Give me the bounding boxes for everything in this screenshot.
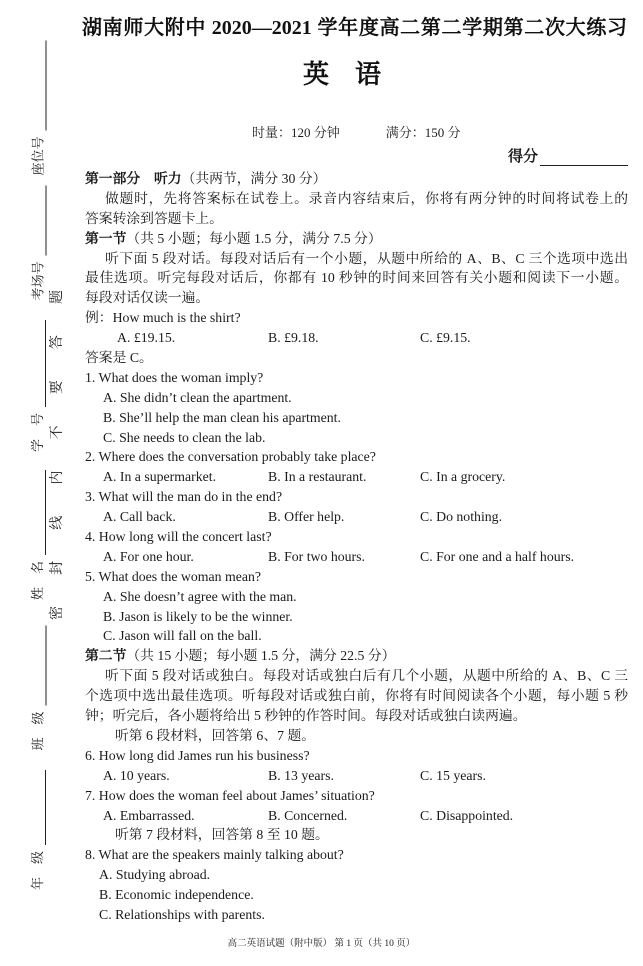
question-1-option-a: A. She didn’t clean the apartment. (103, 389, 292, 405)
section1-heading (85, 229, 628, 249)
question-7-options (85, 806, 628, 826)
part1-title: 第一部分 听力 (85, 171, 182, 186)
section1-instruction-line: 每段对话仅读一遍。 (85, 290, 210, 306)
question-1-option-c: C. She needs to clean the lab. (103, 429, 266, 445)
question-1-option-b: B. She’ll help the man clean his apartment. (103, 409, 341, 425)
grade-label: 年 级 (30, 850, 45, 890)
example-options (85, 328, 628, 348)
section1-instruction-line: 听下面 5 段对话。每段对话后有一个小题，从题中所给的 A、B、C 三个选项中选出 (105, 250, 628, 266)
exam-title: 湖南师大附中 2020—2021 学年度高二第二学期第二次大练习 (82, 17, 627, 39)
section1-title-note: （共 5 小题；每小题 1.5 分，满分 7.5 分） (126, 230, 382, 246)
grade-field (30, 770, 46, 890)
subject-title: 英 语 (302, 60, 381, 89)
example-option-a: A. £19.15. (117, 330, 176, 346)
seat-number-field (30, 40, 46, 175)
student-number-label: 学 号 (30, 412, 45, 452)
question-6-options (85, 766, 628, 786)
section1-title: 第一节 (85, 230, 127, 246)
question-1: 1. What does the woman imply? (85, 369, 264, 385)
section1-instruction-line: 最佳选项。听完每段对话后，你都有 10 秒钟的时间来回答有关小题和阅读下一小题。 (85, 270, 628, 286)
question-3-option-b: B. Offer help. (268, 509, 345, 525)
seat-number-blank (33, 40, 46, 130)
example-option-b: B. £9.18. (268, 330, 319, 346)
question-6-option-c: C. 15 years. (420, 767, 486, 783)
question-7-option-a: A. Embarrassed. (103, 807, 195, 823)
question-8-option-c: C. Relationships with parents. (99, 906, 265, 922)
question-5: 5. What does the woman mean? (85, 568, 261, 584)
student-number-blank (33, 320, 46, 407)
example-option-c: C. £9.15. (420, 330, 471, 346)
student-number-field (30, 320, 46, 452)
section2-instruction-line: 钟；听完后，各小题将给出 5 秒钟的作答时间。每段对话或独白读两遍。 (85, 708, 527, 724)
material-6-intro: 听第 6 段材料，回答第 6、7 题。 (115, 727, 316, 743)
exam-full-score: 满分：150 分 (385, 125, 461, 140)
question-2-option-a: A. In a supermarket. (103, 469, 217, 485)
question-3-option-a: A. Call back. (103, 509, 176, 525)
question-3: 3. What will the man do in the end? (85, 489, 283, 505)
question-8-option-b: B. Economic independence. (99, 887, 254, 903)
section2-heading (85, 646, 628, 666)
question-5-option-b: B. Jason is likely to be the winner. (103, 608, 293, 624)
question-4: 4. How long will the concert last? (85, 529, 272, 545)
question-6-option-b: B. 13 years. (268, 767, 334, 783)
part1-title-note: （共两节，满分 30 分） (181, 171, 327, 186)
section2-instruction-line: 听下面 5 段对话或独白。每段对话或独白后有几个小题，从题中所给的 A、B、C 三 (105, 668, 628, 684)
question-6: 6. How long did James run his business? (85, 747, 310, 763)
part1-heading (85, 169, 628, 189)
seal-line-notice: 密封线内不要答题 (50, 290, 65, 620)
score-label: 得分 (508, 149, 539, 165)
seat-number-label: 座位号 (30, 135, 45, 175)
question-7-option-b: B. Concerned. (268, 807, 348, 823)
name-field (30, 470, 46, 600)
class-blank (33, 625, 46, 705)
question-2: 2. Where does the conversation probably take place? (85, 449, 376, 465)
exam-duration: 时量：120 分钟 (252, 125, 340, 140)
question-5-option-a: A. She doesn’t agree with the man. (103, 588, 297, 604)
example-answer: 答案是 C。 (85, 350, 153, 366)
question-8-option-a: A. Studying abroad. (99, 867, 211, 883)
exam-meta (252, 124, 461, 142)
name-blank (33, 470, 46, 555)
grade-blank (33, 770, 46, 845)
part1-instruction-line: 做题时，先将答案标在试卷上。录音内容结束后，你将有两分钟的时间将试卷上的 (105, 190, 628, 206)
question-3-options (85, 507, 628, 527)
exam-room-field (30, 185, 46, 300)
exam-body (85, 169, 628, 925)
question-4-option-b: B. For two hours. (268, 548, 365, 564)
class-label: 班 级 (30, 710, 45, 750)
question-2-options (85, 467, 628, 487)
question-7: 7. How does the woman feel about James’ situation? (85, 787, 375, 803)
material-7-intro: 听第 7 段材料，回答第 8 至 10 题。 (115, 827, 329, 843)
question-2-option-c: C. In a grocery. (420, 469, 506, 485)
question-4-option-a: A. For one hour. (103, 548, 194, 564)
question-5-option-c: C. Jason will fall on the ball. (103, 628, 262, 644)
question-3-option-c: C. Do nothing. (420, 509, 503, 525)
question-2-option-b: B. In a restaurant. (268, 469, 367, 485)
name-label: 姓 名 (30, 560, 45, 600)
question-6-option-a: A. 10 years. (103, 767, 170, 783)
score-field (508, 148, 628, 166)
part1-instruction-line: 答案转涂到答题卡上。 (85, 210, 223, 226)
section2-instruction-line: 个选项中选出最佳选项。听每段对话或独白前，你将有时间阅读各个小题，每小题 5 秒 (85, 688, 628, 704)
question-8: 8. What are the speakers mainly talking about? (85, 847, 344, 863)
section2-title: 第二节 (85, 648, 127, 664)
question-4-option-c: C. For one and a half hours. (420, 548, 575, 564)
exam-room-blank (33, 185, 46, 255)
question-4-options (85, 547, 628, 567)
question-7-option-c: C. Disappointed. (420, 807, 514, 823)
class-field (30, 625, 46, 750)
example-question: 例：How much is the shirt? (85, 310, 241, 326)
page-footer: 高二英语试题（附中版） 第 1 页（共 10 页） (227, 939, 416, 949)
section2-title-note: （共 15 小题；每小题 1.5 分，满分 22.5 分） (126, 648, 396, 664)
score-blank (540, 151, 628, 166)
exam-room-label: 考场号 (30, 260, 45, 300)
